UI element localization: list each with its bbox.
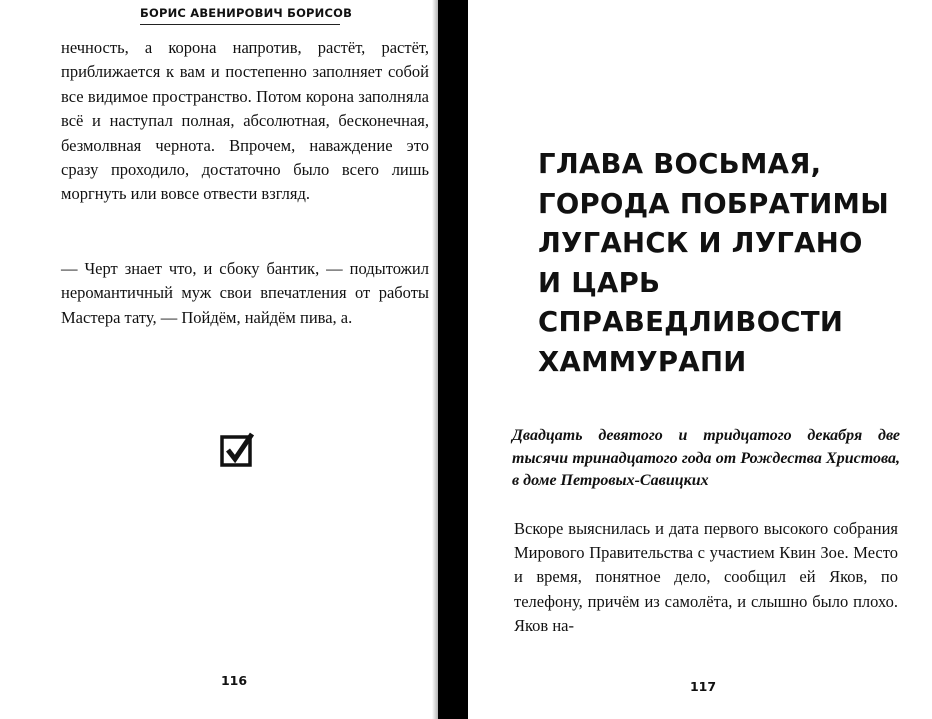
chapter-title-line: СПРАВЕДЛИВОСТИ — [538, 306, 844, 338]
page-number: 116 — [220, 673, 248, 688]
paragraph: Вскоре выяснилась и дата первого высокого собрания Мирового Правительства с участием Квин Зое. Место и время, понятное дело, сообщил ей Яков, по телефону, причём из самолёта, и слышно было плохо. Яков на- — [514, 519, 898, 635]
paragraph: — Черт знает что, и сбоку бантик, — подытожил неромантичный муж свои впечатления от работы Мастера тату, — Пойдём, найдём пива, а. — [61, 259, 429, 327]
chapter-dateline: Двадцать девятого и тридцатого декабря две тысячи тринадцатого года от Рождества Христова, в доме Петровых-Савицких — [512, 427, 900, 489]
chapter-title-line: ГЛАВА ВОСЬМАЯ, — [538, 148, 822, 180]
page-number: 117 — [689, 679, 717, 694]
chapter-title — [538, 145, 918, 382]
chapter-title-line: ХАММУРАПИ — [538, 345, 747, 378]
chapter-title-line: И ЦАРЬ — [538, 266, 661, 299]
chapter-title-line: ГОРОДА ПОБРАТИМЫ — [538, 187, 890, 220]
chapter-title-line: ЛУГАНСК И ЛУГАНО — [538, 227, 863, 259]
paragraph: нечность, а корона напротив, растёт, растёт, приближается к вам и постепенно заполняет собой все видимое пространство. Потом корона заполняла всё и наступал полная, абсолютная, бесконечная, безмолвная чернота. Впрочем, наваждение это сразу проходило, достаточно было всего лишь моргнуть или вовсе отвести взгляд. — [61, 38, 429, 204]
running-head: БОРИС АВЕНИРОВИЧ БОРИСОВ — [140, 6, 353, 20]
